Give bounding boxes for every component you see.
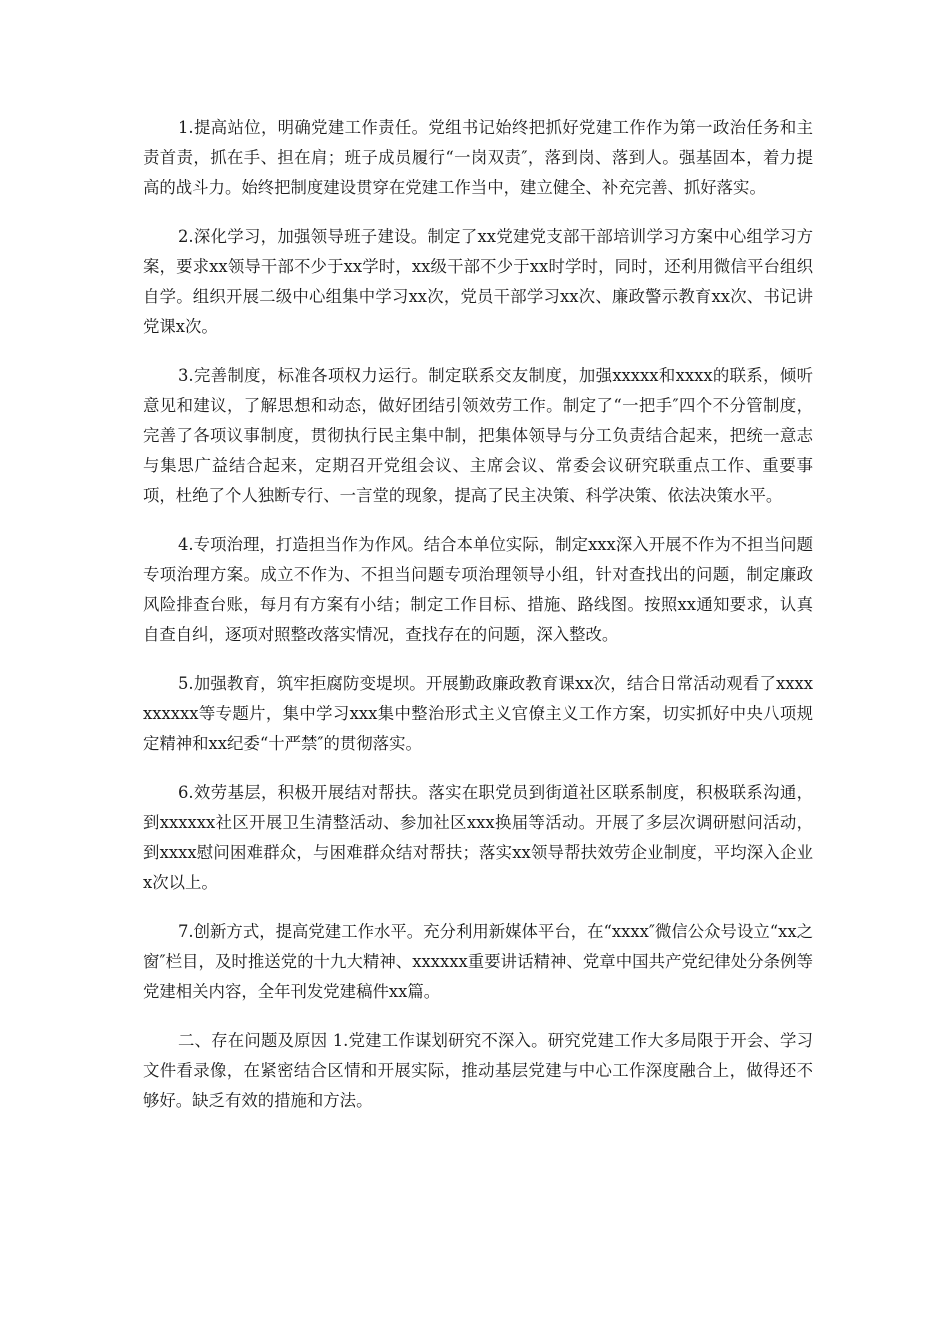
paragraph-6: 6.效劳基层，积极开展结对帮扶。落实在职党员到街道社区联系制度，积极联系沟通，到xxxxxx社区开展卫生清整活动、参加社区xxx换届等活动。开展了多层次调研慰问活动，到xxxx慰问困难群众，与困难群众结对帮扶；落实xx领导帮扶效劳企业制度，平均深入企业x次以上。 (143, 783, 813, 892)
paragraph-5: 5.加强教育，筑牢拒腐防变堤坝。开展勤政廉政教育课xx次，结合日常活动观看了xxxxxxxxxx等专题片，集中学习xxx集中整治形式主义官僚主义工作方案，切实抓好中央八项规定精神和xx纪委“十严禁″的贯彻落实。 (143, 674, 813, 753)
document-body (143, 113, 813, 1135)
paragraph-7: 7.创新方式，提高党建工作水平。充分利用新媒体平台，在“xxxx″微信公众号设立“xx之窗″栏目，及时推送党的十九大精神、xxxxxx重要讲话精神、党章中国共产党纪律处分条例等党建相关内容，全年刊发党建稿件xx篇。 (143, 922, 813, 1001)
paragraph-8: 二、存在问题及原因 1.党建工作谋划研究不深入。研究党建工作大多局限于开会、学习文件看录像，在紧密结合区情和开展实际，推动基层党建与中心工作深度融合上，做得还不够好。缺乏有效的措施和方法。 (143, 1031, 813, 1110)
paragraph-4: 4.专项治理，打造担当作为作风。结合本单位实际，制定xxx深入开展不作为不担当问题专项治理方案。成立不作为、不担当问题专项治理领导小组，针对查找出的问题，制定廉政风险排查台账，每月有方案有小结；制定工作目标、措施、路线图。按照xx通知要求，认真自查自纠，逐项对照整改落实情况，查找存在的问题，深入整改。 (143, 535, 813, 644)
paragraph-1: 1.提高站位，明确党建工作责任。党组书记始终把抓好党建工作作为第一政治任务和主责首责，抓在手、担在肩；班子成员履行“一岗双责″，落到岗、落到人。强基固本，着力提高的战斗力。始终把制度建设贯穿在党建工作当中，建立健全、补充完善、抓好落实。 (143, 118, 813, 197)
paragraph-3: 3.完善制度，标准各项权力运行。制定联系交友制度，加强xxxxx和xxxx的联系，倾听意见和建议，了解思想和动态，做好团结引领效劳工作。制定了“一把手″四个不分管制度，完善了各项议事制度，贯彻执行民主集中制，把集体领导与分工负责结合起来，把统一意志与集思广益结合起来，定期召开党组会议、主席会议、常委会议研究联重点工作、重要事项，杜绝了个人独断专行、一言堂的现象，提高了民主决策、科学决策、依法决策水平。 (143, 366, 813, 505)
paragraph-2: 2.深化学习，加强领导班子建设。制定了xx党建党支部干部培训学习方案中心组学习方案，要求xx领导干部不少于xx学时，xx级干部不少于xx时学时，同时，还利用微信平台组织自学。组织开展二级中心组集中学习xx次，党员干部学习xx次、廉政警示教育xx次、书记讲党课x次。 (143, 227, 813, 336)
